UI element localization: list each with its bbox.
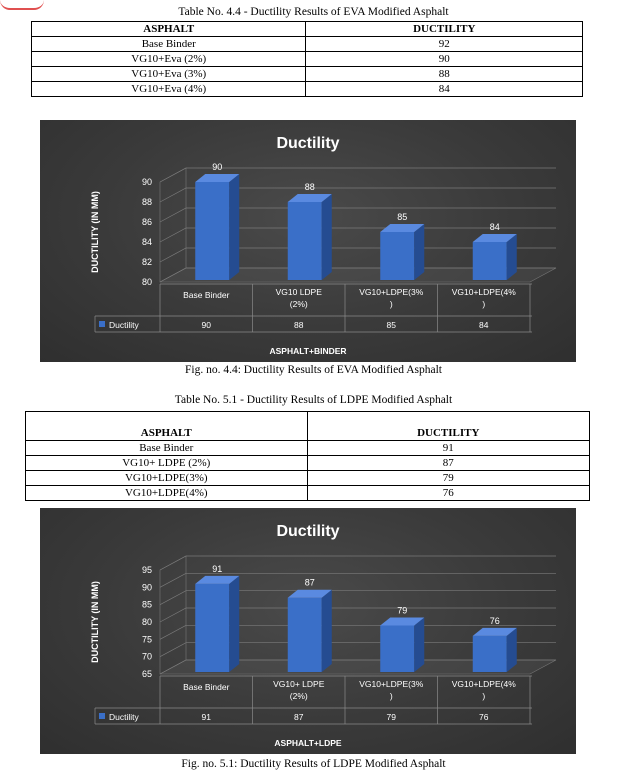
data-label: 84 (489, 222, 500, 232)
table-cell: VG10+Eva (4%) (32, 82, 306, 97)
ductility-chart-eva (40, 120, 576, 362)
table-value: 76 (479, 712, 489, 722)
table-cell: 79 (307, 471, 589, 486)
table-cell: VG10+LDPE(4%) (26, 486, 308, 501)
table-cell: 84 (306, 82, 583, 97)
y-tick-label: 70 (141, 651, 152, 662)
bar-front (288, 202, 322, 280)
category-label: VG10+LDPE(3% (359, 679, 424, 689)
y-tick-label: 88 (141, 197, 152, 207)
y-tick-label: 95 (141, 565, 152, 575)
chart-title: Ductility (276, 135, 340, 152)
bar-side (414, 617, 424, 672)
bar-front (288, 598, 322, 672)
table-cell: VG10+ LDPE (2%) (26, 456, 308, 471)
table-value: 84 (479, 320, 489, 330)
legend-label: Ductility (109, 712, 139, 722)
bar-side (322, 194, 332, 280)
data-label: 79 (397, 605, 408, 616)
category-label: Base Binder (183, 290, 230, 300)
category-label: VG10+ LDPE (273, 679, 325, 689)
table-row (26, 441, 590, 456)
y-tick-label: 80 (141, 617, 152, 627)
category-label: VG10+LDPE(4% (451, 679, 516, 689)
chart-side-wall (160, 168, 186, 282)
table-cell: 91 (307, 441, 589, 456)
table-cell: Base Binder (26, 441, 308, 456)
y-tick-label: 84 (141, 237, 152, 247)
y-tick-label: 90 (141, 177, 152, 187)
table-value: 91 (201, 712, 211, 722)
data-label: 76 (489, 615, 500, 626)
table-cell: 92 (306, 37, 583, 52)
chart-svg (40, 120, 576, 362)
bar-side (507, 234, 517, 280)
table-cell: 90 (306, 52, 583, 67)
bar (473, 628, 517, 672)
bar-side (229, 174, 239, 280)
table-row (32, 82, 583, 97)
y-tick-label: 65 (141, 669, 152, 679)
figure2-caption: Fig. no. 5.1: Ductility Results of LDPE Modified Asphalt (181, 758, 446, 770)
category-label: ) (482, 299, 486, 309)
table-cell: Base Binder (32, 37, 306, 52)
y-tick-label: 82 (141, 257, 152, 267)
category-label: ) (389, 691, 393, 701)
table-row (32, 37, 583, 52)
table-cell: 88 (306, 67, 583, 82)
category-label: ) (389, 299, 393, 309)
table2-caption: Table No. 5.1 - Ductility Results of LDPE Modified Asphalt (174, 394, 453, 406)
table-row (32, 52, 583, 67)
x-axis-label: ASPHALT+BINDER (269, 346, 347, 356)
category-label: (2%) (289, 299, 308, 309)
category-label: VG10+LDPE(4% (451, 287, 516, 297)
category-label: (2%) (289, 691, 308, 701)
table-row (26, 486, 590, 501)
table1 (31, 21, 583, 97)
bar (473, 234, 517, 280)
data-label: 91 (212, 563, 223, 574)
table-cell: 76 (307, 486, 589, 501)
bar-front (473, 636, 507, 672)
table-row (26, 471, 590, 486)
category-label: ) (482, 691, 486, 701)
y-tick-label: 86 (141, 217, 152, 227)
x-axis-label: ASPHALT+LDPE (274, 738, 342, 748)
bar-front (380, 625, 414, 672)
table-value: 85 (386, 320, 396, 330)
bar (288, 194, 332, 280)
bar-side (414, 224, 424, 280)
bar (288, 590, 332, 672)
legend-swatch (99, 713, 105, 719)
category-label: Base Binder (183, 682, 230, 692)
category-label: VG10+LDPE(3% (359, 287, 424, 297)
legend-label: Ductility (109, 320, 139, 330)
table-cell: VG10+Eva (2%) (32, 52, 306, 67)
table2-header-asphalt: ASPHALT (26, 412, 308, 441)
table1-header-asphalt: ASPHALT (32, 22, 306, 37)
table-value: 90 (201, 320, 211, 330)
table-cell: 87 (307, 456, 589, 471)
y-axis-label: DUCTILITY (IN MM) (90, 581, 100, 663)
legend-swatch (99, 321, 105, 327)
bar (380, 617, 424, 672)
data-label: 87 (304, 577, 315, 588)
bar-front (380, 232, 414, 280)
table-row (32, 67, 583, 82)
table-row (26, 456, 590, 471)
y-tick-label: 80 (141, 277, 152, 287)
bar-front (473, 242, 507, 280)
category-label: VG10 LDPE (275, 287, 322, 297)
table2 (25, 411, 590, 501)
y-tick-label: 75 (141, 634, 152, 645)
table-value: 87 (294, 712, 304, 722)
chart-svg (40, 508, 576, 754)
bar-front (195, 584, 229, 672)
table1-caption: Table No. 4.4 - Ductility Results of EVA Modified Asphalt (178, 6, 449, 18)
table-value: 79 (386, 712, 396, 722)
bar (380, 224, 424, 280)
data-label: 85 (397, 212, 408, 222)
table1-header-row (32, 22, 583, 37)
ductility-chart-ldpe (40, 508, 576, 754)
table2-header-ductility: DUCTILITY (307, 412, 589, 441)
data-label: 88 (304, 182, 315, 192)
bar (195, 576, 239, 672)
bar-side (229, 576, 239, 672)
bar-side (322, 590, 332, 672)
table-value: 88 (294, 320, 304, 330)
table-cell: VG10+Eva (3%) (32, 67, 306, 82)
y-tick-label: 85 (141, 599, 152, 610)
data-label: 90 (212, 162, 223, 172)
table1-header-ductility: DUCTILITY (306, 22, 583, 37)
y-axis-label: DUCTILITY (IN MM) (90, 191, 100, 273)
bar-front (195, 182, 229, 280)
chart-title: Ductility (276, 523, 340, 540)
table-cell: VG10+LDPE(3%) (26, 471, 308, 486)
bar (195, 174, 239, 280)
figure1-caption: Fig. no. 4.4: Ductility Results of EVA Modified Asphalt (185, 364, 442, 376)
y-tick-label: 90 (141, 582, 152, 593)
table2-header-row (26, 412, 590, 441)
